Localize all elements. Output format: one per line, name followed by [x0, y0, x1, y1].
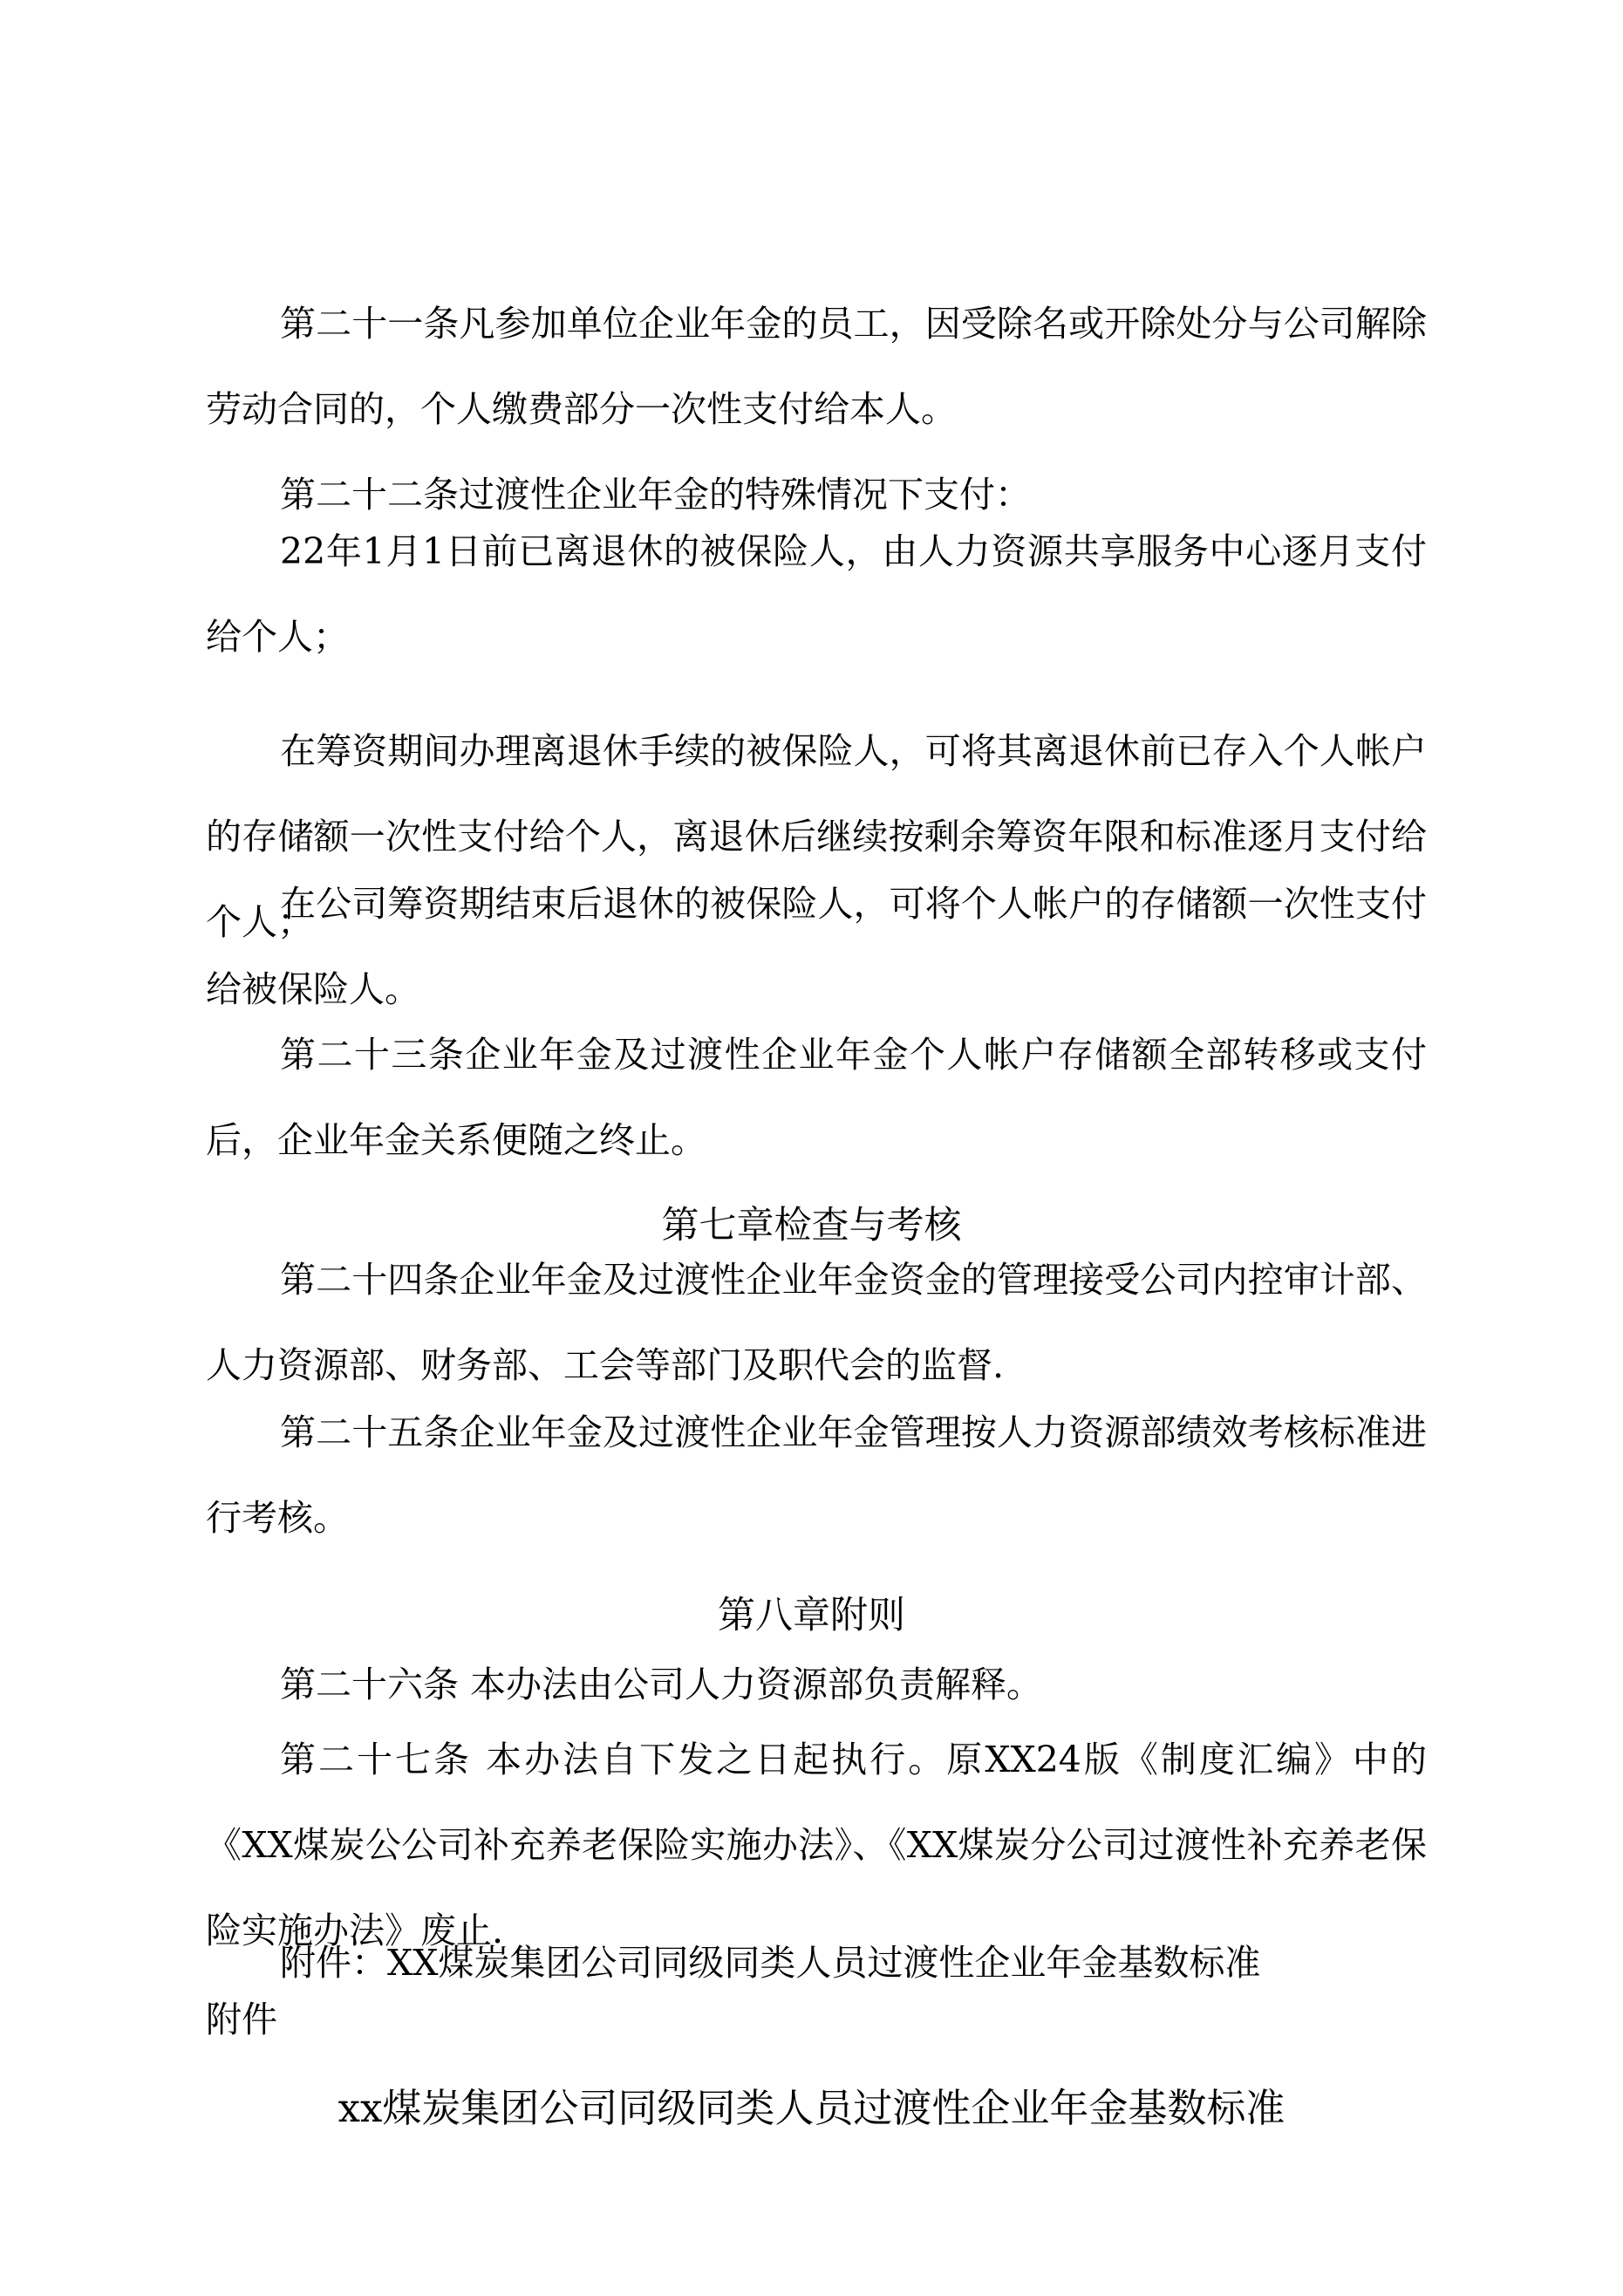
attachment-title: xx煤炭集团公司同级同类人员过渡性企业年金基数标准: [338, 2085, 1285, 2131]
chapter-7-heading: 第七章检查与考核: [661, 1204, 962, 1247]
attachment-reference: 附件：XX煤炭集团公司同级同类人员过渡性企业年金基数标准: [280, 1942, 1261, 1984]
article-22: 第二十二条过渡性企业年金的特殊情况下支付：: [280, 474, 1031, 516]
article-24: 第二十四条企业年金及过渡性企业年金资金的管理接受公司内控审计部、人力资源部、财务部、工会等部门及职代会的监督.: [206, 1259, 1427, 1386]
attachment-label: 附件: [206, 1999, 277, 2040]
article-26: 第二十六条 本办法由公司人力资源部负责解释。: [280, 1664, 1043, 1705]
article-21: 第二十一条凡参加单位企业年金的员工，因受除名或开除处分与公司解除劳动合同的，个人缴费部分一次性支付给本人。: [206, 303, 1427, 430]
article-23: 第二十三条企业年金及过渡性企业年金个人帐户存储额全部转移或支付后，企业年金关系便随之终止。: [206, 1034, 1427, 1161]
article-22-item-3: 在公司筹资期结束后退休的被保险人，可将个人帐户的存储额一次性支付给被保险人。: [206, 883, 1427, 1010]
article-27: 第二十七条 本办法自下发之日起执行。原XX24版《制度汇编》中的《XX煤炭公公司补充养老保险实施办法》、《XX煤炭分公司过渡性补充养老保险实施办法》废止.: [206, 1739, 1427, 1951]
article-25: 第二十五条企业年金及过渡性企业年金管理按人力资源部绩效考核标准进行考核。: [206, 1411, 1427, 1539]
article-22-item-1: 22年1月1日前已离退休的被保险人，由人力资源共享服务中心逐月支付给个人；: [206, 530, 1427, 658]
article-22-item-2: 在筹资期间办理离退休手续的被保险人，可将其离退休前已存入个人帐户的存储额一次性支付给个人，离退休后继续按剩余筹资年限和标准逐月支付给个人；: [206, 730, 1427, 943]
chapter-8-heading: 第八章附则: [718, 1594, 905, 1637]
